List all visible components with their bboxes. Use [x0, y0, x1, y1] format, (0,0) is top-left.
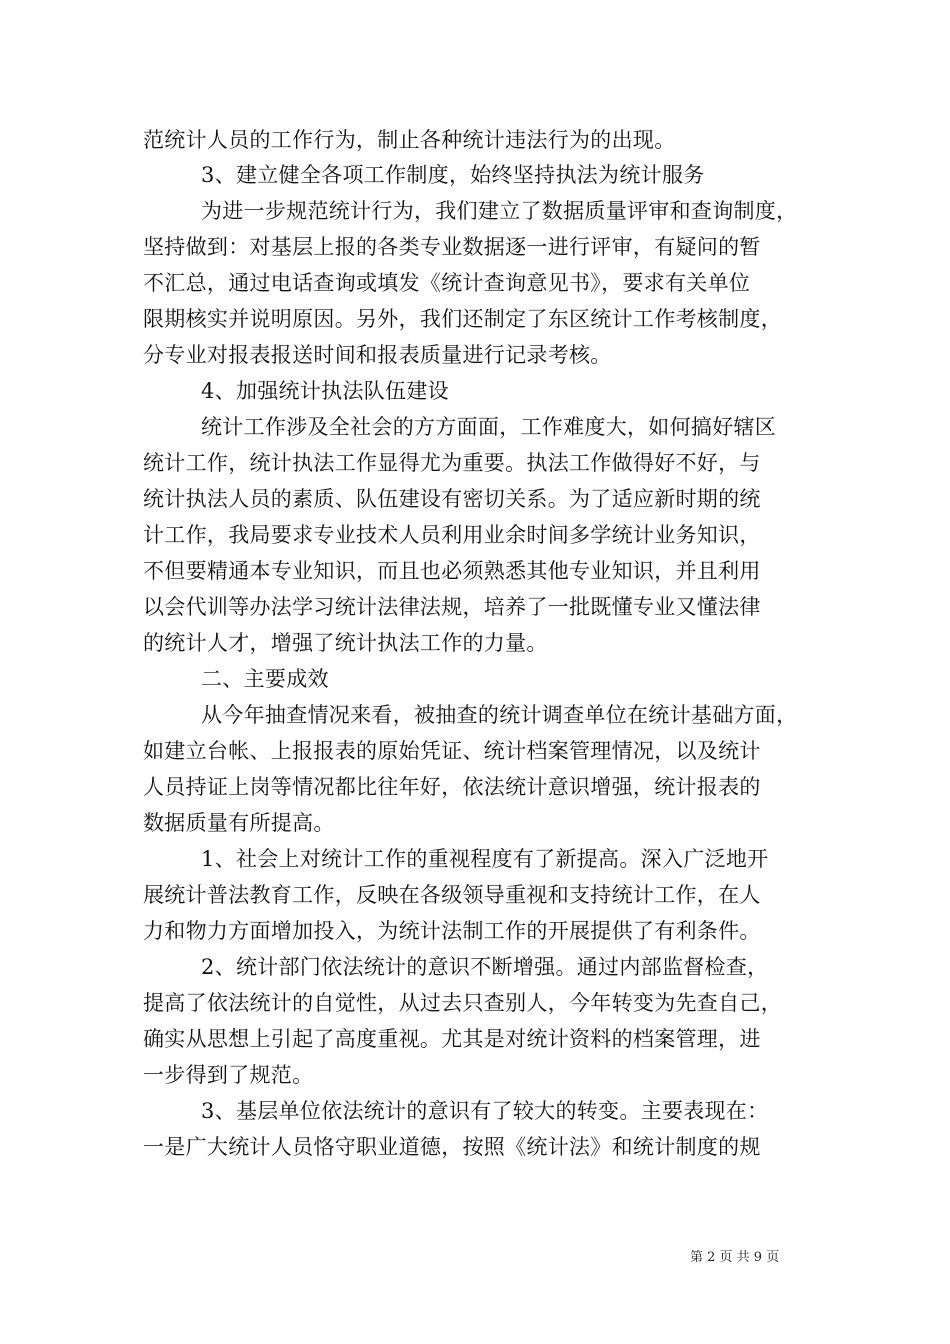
text-line: 从今年抽查情况来看，被抽查的统计调查单位在统计基础方面， [201, 703, 798, 727]
text-line: 的统计人才，增强了统计执法工作的力量。 [143, 631, 548, 655]
text-line: 范统计人员的工作行为，制止各种统计违法行为的出现。 [143, 128, 676, 152]
text-line: 如建立台帐、上报报表的原始凭证、统计档案管理情况，以及统计 [143, 739, 761, 763]
text-line: 以会代训等办法学习统计法律法规，培养了一批既懂专业又懂法律 [143, 595, 761, 619]
text-line: 一步得到了规范。 [143, 1063, 314, 1087]
text-line: 一是广大统计人员恪守职业道德，按照《统计法》和统计制度的规 [143, 1135, 761, 1159]
text-line: 2、统计部门依法统计的意识不断增强。通过内部监督检查， [201, 955, 769, 979]
text-line: 坚持做到：对基层上报的各类专业数据逐一进行评审，有疑问的暂 [143, 235, 761, 259]
text-line: 统计执法人员的素质、队伍建设有密切关系。为了适应新时期的统 [143, 487, 761, 511]
text-line: 为进一步规范统计行为，我们建立了数据质量评审和查询制度， [201, 199, 798, 223]
text-line: 计工作，我局要求专业技术人员利用业余时间多学统计业务知识， [143, 523, 761, 547]
section-heading: 3、建立健全各项工作制度，始终坚持执法为统计服务 [201, 163, 705, 187]
page-number-footer: 第 2 页 共 9 页 [690, 1250, 780, 1265]
text-line: 不汇总，通过电话查询或填发《统计查询意见书》，要求有关单位 [143, 271, 751, 295]
text-line: 统计工作涉及全社会的方方面面，工作难度大，如何搞好辖区 [201, 415, 777, 439]
section-heading: 二、主要成效 [201, 667, 329, 691]
text-line: 3、基层单位依法统计的意识有了较大的转变。主要表现在： [201, 1099, 769, 1123]
text-line: 统计工作，统计执法工作显得尤为重要。执法工作做得好不好，与 [143, 451, 761, 475]
text-line: 展统计普法教育工作，反映在各级领导重视和支持统计工作，在人 [143, 883, 761, 907]
text-line: 不但要精通本专业知识，而且也必须熟悉其他专业知识，并且利用 [143, 559, 761, 583]
section-heading: 4、加强统计执法队伍建设 [201, 379, 449, 403]
text-line: 1、社会上对统计工作的重视程度有了新提高。深入广泛地开 [201, 847, 769, 871]
text-line: 数据质量有所提高。 [143, 811, 335, 835]
text-line: 提高了依法统计的自觉性，从过去只查别人，今年转变为先查自己， [143, 991, 782, 1015]
text-line: 确实从思想上引起了高度重视。尤其是对统计资料的档案管理，进 [143, 1027, 761, 1051]
text-line: 分专业对报表报送时间和报表质量进行记录考核。 [143, 343, 612, 367]
text-line: 力和物力方面增加投入，为统计法制工作的开展提供了有利条件。 [143, 919, 761, 943]
text-line: 人员持证上岗等情况都比往年好，依法统计意识增强，统计报表的 [143, 775, 761, 799]
text-line: 限期核实并说明原因。另外，我们还制定了东区统计工作考核制度， [143, 307, 782, 331]
